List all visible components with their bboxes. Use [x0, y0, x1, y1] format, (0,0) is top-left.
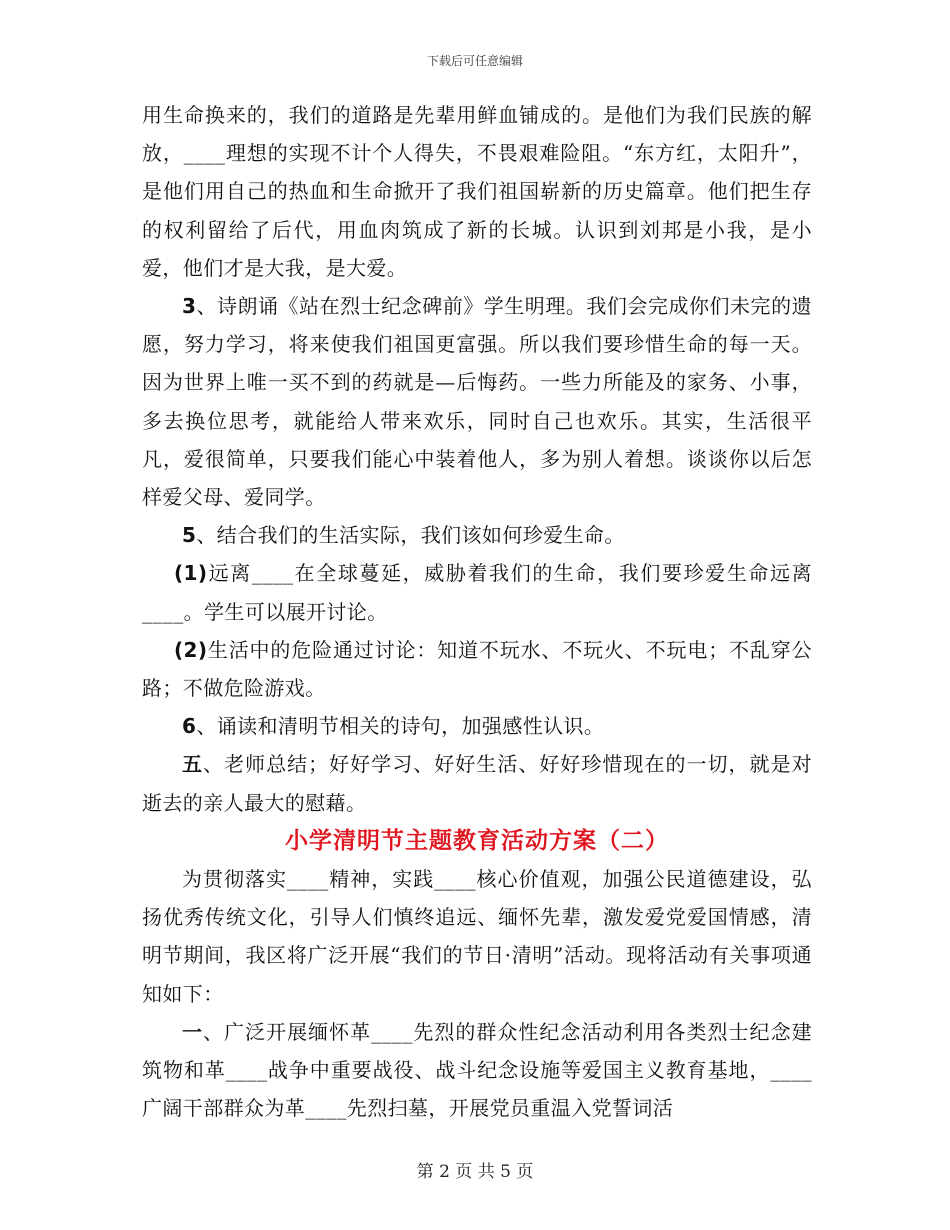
page-footer: 第 2 页 共 5 页 [416, 1162, 534, 1182]
paragraph [142, 287, 812, 516]
paragraph-text: 、结合我们的生活实际，我们该如何珍爱生命。 [196, 523, 625, 548]
paragraph [142, 1013, 812, 1128]
section-number: 一 [182, 1019, 204, 1044]
paragraph-text: 、广泛开展缅怀革____先烈的群众性纪念活动利用各类烈士纪念建筑物和革____战争中重要战役、战斗纪念设施等爱国主义教育基地，____广阔干部群众为革____先烈扫墓，开展党员重温入党誓词活 [142, 1019, 812, 1121]
paragraph-text: 生活中的危险通过讨论：知道不玩水、不玩火、不玩电；不乱穿公路；不做危险游戏。 [142, 637, 812, 701]
item-number: 6 [182, 714, 197, 739]
paragraph [142, 631, 812, 707]
paragraph [142, 96, 812, 287]
page-header: 下载后可任意编辑 [426, 54, 523, 68]
paragraph [142, 516, 812, 554]
section-title: 小学清明节主题教育活动方案（二） [285, 826, 669, 854]
paragraph [142, 745, 812, 821]
paragraph [142, 707, 812, 745]
paragraph [142, 860, 812, 1013]
item-number: 3 [182, 294, 197, 319]
item-number: (1) [174, 561, 208, 586]
paragraph-text: 、诗朗诵《站在烈士纪念碑前》学生明理。我们会完成你们未完的遗愿，努力学习，将来使我们祖国更富强。所以我们要珍惜生命的每一天。因为世界上唯一买不到的药就是—后悔药。一些力所能及的家务、小事，多去换位思考，就能给人带来欢乐，同时自己也欢乐。其实，生活很平凡，爱很简单，只要我们能心中装着他人，多为别人着想。谈谈你以后怎样爱父母、爱同学。 [142, 294, 812, 510]
paragraph-text: 用生命换来的，我们的道路是先辈用鲜血铺成的。是他们为我们民族的解放，____理想的实现不计个人得失，不畏艰难险阻。“东方红，太阳升”，是他们用自己的热血和生命掀开了我们祖国崭新的历史篇章。他们把生存的权利留给了后代，用血肉筑成了新的长城。认识到刘邦是小我，是小爱，他们才是大我，是大爱。 [142, 103, 812, 280]
item-number: 5 [182, 523, 197, 548]
item-number: (2) [174, 637, 208, 662]
document-body [142, 96, 812, 1127]
paragraph-text: 远离____在全球蔓延，威胁着我们的生命，我们要珍爱生命远离____。学生可以展开讨论。 [142, 561, 812, 624]
paragraph-text: 、老师总结；好好学习、好好生活、好好珍惜现在的一切，就是对逝去的亲人最大的慰藉。 [142, 752, 812, 815]
paragraph-text: 为贯彻落实____精神，实践____核心价值观，加强公民道德建设，弘扬优秀传统文化，引导人们慎终追远、缅怀先辈，激发爱党爱国情感，清明节期间，我区将广泛开展“我们的节日·清明”活动。现将活动有关事项通知如下： [142, 867, 812, 1006]
paragraph [142, 554, 812, 630]
section-number: 五 [182, 752, 204, 777]
paragraph-text: 、诵读和清明节相关的诗句，加强感性认识。 [196, 714, 605, 739]
